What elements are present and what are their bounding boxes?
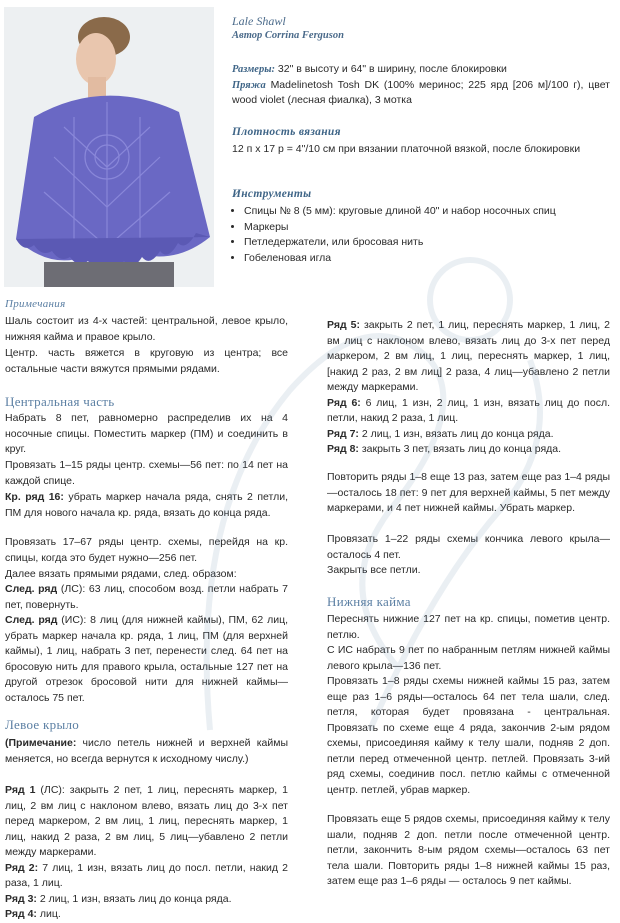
yarn-label: Пряжа: [232, 79, 266, 91]
left-wing-note: [5, 736, 288, 767]
bottom-p1: Переснять нижние 127 пет на кр. спицы, пометив центр. петлю.: [327, 613, 610, 641]
row-label: Ряд 8:: [327, 443, 359, 455]
center-p6-label: След. ряд: [5, 583, 58, 595]
right-p2: Провязать 1–22 ряды схемы кончика левого крыла—осталось 4 пет.: [327, 533, 610, 561]
shawl-illustration: [4, 7, 214, 287]
notes-p2: Центр. часть вяжется в круговую из центра; все остальные части вяжутся прямыми рядами.: [5, 347, 288, 375]
row-label: Ряд 3:: [5, 892, 37, 905]
bottom-border-title: Нижняя кайма: [327, 594, 411, 609]
row-text: лиц.: [36, 908, 61, 920]
center-p1: Набрать 8 пет, равномерно распределив их на 4 носочные спицы. Поместить маркер (ПМ) и соединить в круг.: [5, 412, 288, 455]
row-label: Ряд 6:: [327, 396, 361, 409]
center-title: Центральная часть: [5, 394, 115, 409]
center-p7-label: След. ряд: [5, 614, 58, 626]
row-item: [5, 861, 288, 892]
row-item: [327, 396, 610, 427]
center-p5: Далее вязать прямыми рядами, след. образом:: [5, 568, 237, 580]
tool-item: • Спицы № 8 (5 мм): круговые длиной 40" и набор носочных спиц: [244, 204, 556, 220]
tool-item: • Петледержатели, или бросовая нить: [244, 235, 556, 251]
pattern-author: Автор Corrina Ferguson: [232, 30, 344, 41]
left-wing-note-label: (Примечание:: [5, 737, 77, 749]
shawl-photo: [4, 7, 214, 287]
center-p2: Провязать 1–15 ряды центр. схемы—56 пет: по 14 пет на каждой спице.: [5, 459, 288, 487]
row-label: Ряд 4:: [5, 908, 37, 920]
tool-item: • Гобеленовая игла: [244, 251, 556, 267]
row-label: Ряд 1: [5, 784, 36, 796]
yarn-value: Madelinetosh Tosh DK (100% меринос; 225 ярд [206 м]/100 г), цвет wood violet (лесная фиалка), 3 мотка: [232, 78, 610, 106]
tools-title: Инструменты: [232, 188, 312, 200]
right-p3: Закрыть все петли.: [327, 564, 421, 576]
row-text: 6 лиц, 1 изн, 2 лиц, 1 изн, вязать лиц до посл. петли, накид 2 раза, 1 лиц.: [327, 396, 610, 424]
bottom-p4: Провязать еще 5 рядов схемы, присоединяя кайму к телу шали, подняв 2 доп. петли после отмеченной центр. петли, закончить 8-ым рядом схемы—осталось 63 пет тела шали. Повторить ряды 1–8 нижней каймы 15 раз, затем еще раз 1–6 ряды — осталось 9 пет каймы.: [327, 813, 610, 887]
left-wing-note-text: число петель нижней и верхней каймы меняется, но всегда вернутся к исходному числу.): [5, 737, 288, 765]
pattern-title: Lale Shawl: [232, 14, 286, 28]
bottom-p3: Провязать 1–8 ряды схемы нижней каймы 15 раз, затем еще раз 1–6 ряды—осталось 64 пет тела шали, след. петля, которая будет провязана - центральная. Провязать по схеме еще 4 ряда, закончив 2-ым рядом схемы, присоединяя кайму к телу шали, подняв 2 доп. петли перед отмеченной центр. петлей. Провязать 3-ий ряд схемы, соединив посл. петлю каймы с отмеченной центр. петлей, убрав маркер.: [327, 675, 610, 796]
row-text: закрыть 3 пет, вязать лиц до конца ряда.: [358, 443, 562, 455]
center-p3: [5, 490, 288, 521]
right-p1: Повторить ряды 1–8 еще 13 раз, затем еще раз 1–4 ряды—осталось 18 пет: 9 пет для верхней каймы, 5 пет между маркерами, и 4 пет нижней каймы. Убрать маркер.: [327, 471, 610, 514]
left-wing-title: Левое крыло: [5, 717, 80, 732]
tools-list: [230, 204, 556, 266]
center-p4: Провязать 17–67 ряды центр. схемы, перейдя на кр. спицы, когда это будет нужно—256 пет.: [5, 536, 288, 564]
row-label: Ряд 7:: [327, 427, 359, 440]
row-text: 2 лиц, 1 изн, вязать лиц до конца ряда.: [36, 892, 232, 905]
right-rows: [327, 318, 610, 458]
center-p6-text: (ЛС): 63 лиц, способом возд. петли набрать 7 пет, повернуть.: [5, 583, 289, 611]
notes-p1: Шаль состоит из 4-х частей: центральной, левое крыло, нижняя кайма и правое крыло.: [5, 315, 288, 343]
row-text: 2 лиц, 1 изн, вязать лиц до конца ряда.: [358, 427, 554, 440]
gauge-text: 12 п х 17 р = 4"/10 см при вязании платочной вязкой, после блокировки: [232, 143, 581, 155]
row-text: 7 лиц, 1 изн, вязать лиц до посл. петли, накид 2 раза, 1 лиц.: [5, 861, 288, 889]
gauge-title: Плотность вязания: [232, 126, 341, 138]
row-label: Ряд 2:: [5, 861, 39, 874]
specs-block: [232, 62, 610, 109]
row-item: [327, 427, 610, 443]
row-label: Ряд 5:: [327, 319, 360, 331]
row-text: закрыть 2 пет, 1 лиц, переснять маркер, 1 лиц, 2 вм лиц с наклоном влево, вязать лиц до 3-х пет перед маркером, 2 вм лиц, 1 лиц, переснять маркер, 1 лиц, [накид 2 раз, 2 вм лиц] 2 раза, 4 лиц—убавлено 2 петли между маркерами.: [327, 319, 610, 393]
row-item: [5, 907, 288, 923]
row-item: [5, 892, 288, 908]
row-item: [327, 442, 610, 458]
center-p6: [5, 582, 288, 613]
size-label: Размеры:: [232, 64, 275, 75]
center-p7-text: (ИС): 8 лиц (для нижней каймы), ПМ, 62 лиц, убрать маркер начала кр. ряда, 1 лиц, ПМ (для верхней каймы), 1 лиц, набрать 3 пет, перенести след. 64 пет на бросовую нить для правого крыла, остальные 127 пет на другой отрезок бросовой нити для нижней каймы—осталось 75 пет.: [5, 614, 288, 704]
row-text: (ЛС): закрыть 2 пет, 1 лиц, переснять маркер, 1 лиц, 2 вм лиц с наклоном влево, вязать лиц до 3-х пет перед маркером, 2 вм лиц, 1 лиц, переснять маркер, 1 лиц, накид 2 раза, 2 вм лиц, 5 лиц—убавлено 2 петли между маркерами.: [5, 784, 288, 858]
size-value: 32" в высоту и 64" в ширину, после блокировки: [277, 63, 507, 75]
left-wing-rows: [5, 783, 288, 923]
notes-title: Примечания: [5, 298, 66, 310]
center-p3-text: убрать маркер начала ряда, снять 2 петли, ПМ для нового начала кр. ряда, вязать до конца ряда.: [5, 491, 288, 519]
row-item: [5, 783, 288, 861]
tool-item: • Маркеры: [244, 220, 556, 236]
center-p7: [5, 613, 288, 706]
bottom-p2: С ИС набрать 9 пет по набранным петлям нижней каймы левого крыла—136 пет.: [327, 644, 610, 672]
center-p3-label: Кр. ряд 16:: [5, 491, 64, 503]
row-item: [327, 318, 610, 396]
